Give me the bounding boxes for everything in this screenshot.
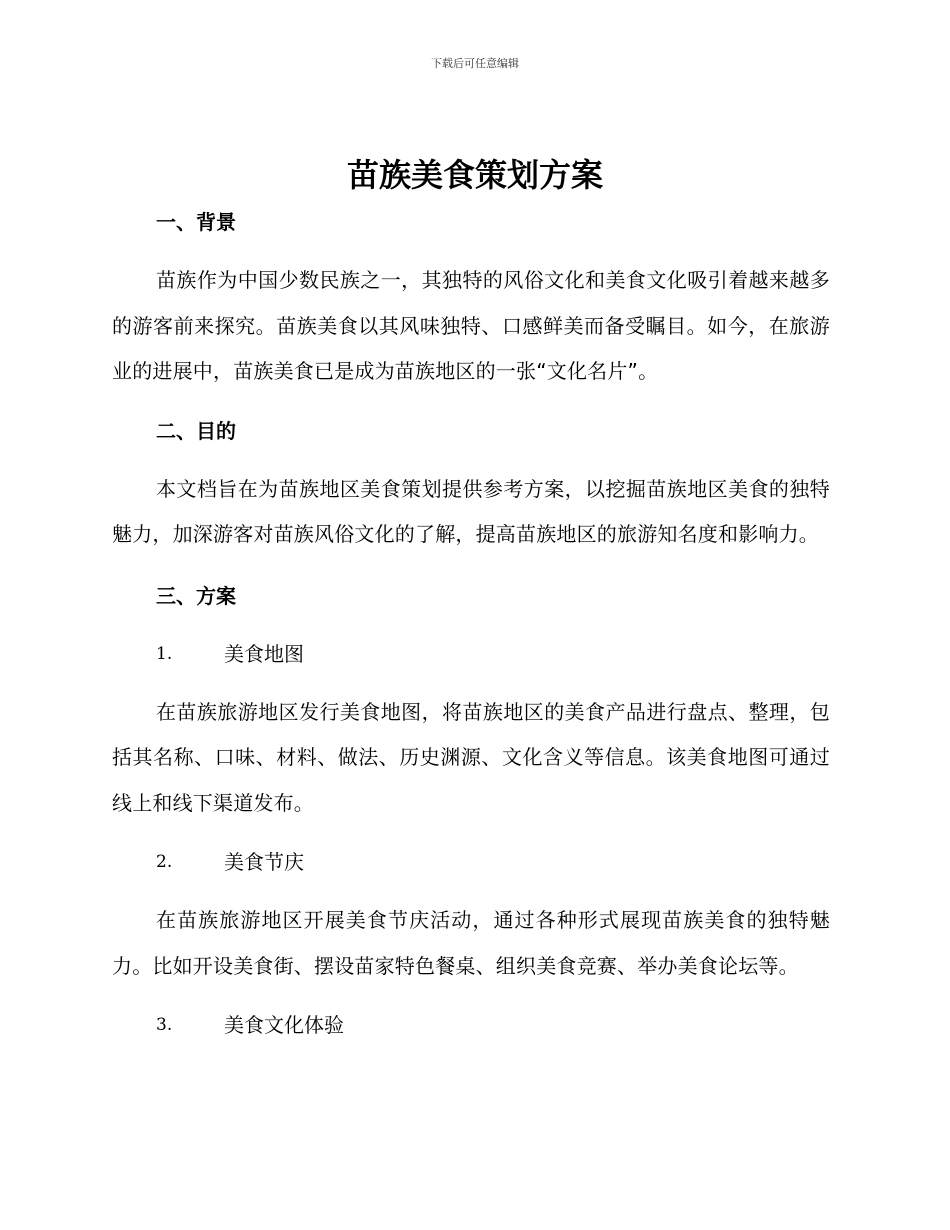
document-title: 苗族美食策划方案 — [346, 156, 603, 194]
list-number: 3. — [156, 1015, 173, 1035]
paragraph-background: 苗族作为中国少数民族之一，其独特的风俗文化和美食文化吸引着越来越多的游客前来探究。苗族美食以其风味独特、口感鲜美而备受瞩目。如今，在旅游业的进展中，苗族美食已是成为苗族地区的一张“文化名片”。 — [112, 268, 830, 383]
section-heading-purpose: 二、目的 — [156, 418, 236, 443]
list-title: 美食文化体验 — [224, 1013, 344, 1037]
list-title: 美食地图 — [224, 641, 304, 666]
list-number: 1. — [156, 643, 173, 664]
paragraph-food-map: 在苗族旅游地区发行美食地图，将苗族地区的美食产品进行盘点、整理，包括其名称、口味、材料、做法、历史渊源、文化含义等信息。该美食地图可通过线上和线下渠道发布。 — [112, 699, 830, 815]
section-heading-plan: 三、方案 — [156, 583, 236, 608]
list-item-food-festival — [156, 840, 830, 884]
document-body — [112, 200, 830, 1047]
paragraph-food-festival: 在苗族旅游地区开展美食节庆活动，通过各种形式展现苗族美食的独特魅力。比如开设美食街、摆设苗家特色餐桌、组织美食竞赛、举办美食论坛等。 — [112, 908, 830, 978]
list-item-food-map — [156, 632, 830, 676]
section-heading-background: 一、背景 — [156, 210, 236, 234]
list-title: 美食节庆 — [224, 850, 304, 874]
list-item-food-culture — [156, 1003, 830, 1047]
paragraph-purpose: 本文档旨在为苗族地区美食策划提供参考方案，以挖掘苗族地区美食的独特魅力，加深游客对苗族风俗文化的了解，提高苗族地区的旅游知名度和影响力。 — [112, 476, 830, 546]
list-number: 2. — [156, 852, 173, 872]
header-note: 下载后可任意编辑 — [431, 57, 519, 70]
